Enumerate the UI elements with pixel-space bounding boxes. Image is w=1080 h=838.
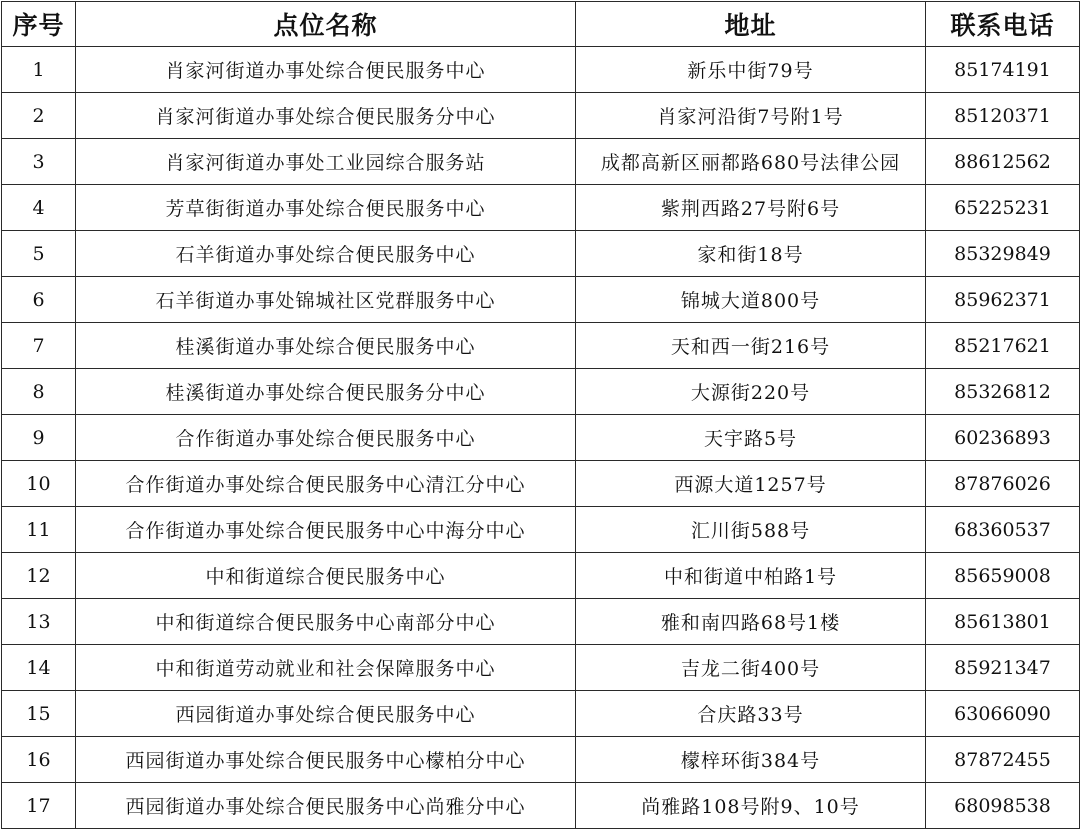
header-index: 序号 — [2, 2, 76, 47]
cell-index: 15 — [2, 691, 76, 737]
cell-index: 7 — [2, 323, 76, 369]
cell-address: 中和街道中柏路1号 — [576, 553, 926, 599]
header-address: 地址 — [576, 2, 926, 47]
cell-index: 11 — [2, 507, 76, 553]
cell-index: 12 — [2, 553, 76, 599]
cell-phone: 85613801 — [926, 599, 1080, 645]
cell-address: 合庆路33号 — [576, 691, 926, 737]
cell-phone: 68098538 — [926, 783, 1080, 829]
cell-name: 西园街道办事处综合便民服务中心尚雅分中心 — [76, 783, 576, 829]
cell-address: 尚雅路108号附9、10号 — [576, 783, 926, 829]
table-row — [2, 231, 1080, 277]
cell-name: 中和街道综合便民服务中心南部分中心 — [76, 599, 576, 645]
cell-name: 中和街道劳动就业和社会保障服务中心 — [76, 645, 576, 691]
table-row — [2, 369, 1080, 415]
cell-index: 16 — [2, 737, 76, 783]
table-row — [2, 185, 1080, 231]
table-row — [2, 737, 1080, 783]
cell-phone: 85120371 — [926, 93, 1080, 139]
cell-name: 合作街道办事处综合便民服务中心 — [76, 415, 576, 461]
table-row — [2, 691, 1080, 737]
cell-phone: 68360537 — [926, 507, 1080, 553]
cell-index: 13 — [2, 599, 76, 645]
table-row — [2, 783, 1080, 829]
table-row — [2, 461, 1080, 507]
cell-name: 肖家河街道办事处综合便民服务中心 — [76, 47, 576, 93]
cell-phone: 87876026 — [926, 461, 1080, 507]
table-row — [2, 507, 1080, 553]
cell-name: 合作街道办事处综合便民服务中心中海分中心 — [76, 507, 576, 553]
header-name: 点位名称 — [76, 2, 576, 47]
cell-address: 家和街18号 — [576, 231, 926, 277]
cell-phone: 85174191 — [926, 47, 1080, 93]
cell-address: 雅和南四路68号1楼 — [576, 599, 926, 645]
cell-index: 9 — [2, 415, 76, 461]
table-row — [2, 139, 1080, 185]
cell-address: 天宇路5号 — [576, 415, 926, 461]
cell-phone: 87872455 — [926, 737, 1080, 783]
cell-index: 5 — [2, 231, 76, 277]
cell-index: 10 — [2, 461, 76, 507]
cell-address: 汇川街588号 — [576, 507, 926, 553]
cell-name: 西园街道办事处综合便民服务中心 — [76, 691, 576, 737]
cell-name: 合作街道办事处综合便民服务中心清江分中心 — [76, 461, 576, 507]
cell-index: 8 — [2, 369, 76, 415]
cell-address: 西源大道1257号 — [576, 461, 926, 507]
cell-address: 肖家河沿街7号附1号 — [576, 93, 926, 139]
table-row — [2, 323, 1080, 369]
cell-address: 成都高新区丽都路680号法律公园 — [576, 139, 926, 185]
cell-name: 肖家河街道办事处工业园综合服务站 — [76, 139, 576, 185]
cell-phone: 85329849 — [926, 231, 1080, 277]
cell-address: 天和西一街216号 — [576, 323, 926, 369]
cell-phone: 85921347 — [926, 645, 1080, 691]
cell-index: 3 — [2, 139, 76, 185]
cell-index: 17 — [2, 783, 76, 829]
header-phone: 联系电话 — [926, 2, 1080, 47]
table-row — [2, 277, 1080, 323]
cell-address: 紫荆西路27号附6号 — [576, 185, 926, 231]
table-body — [2, 47, 1080, 829]
cell-name: 石羊街道办事处综合便民服务中心 — [76, 231, 576, 277]
cell-index: 2 — [2, 93, 76, 139]
cell-phone: 65225231 — [926, 185, 1080, 231]
cell-index: 14 — [2, 645, 76, 691]
cell-index: 4 — [2, 185, 76, 231]
cell-address: 大源街220号 — [576, 369, 926, 415]
header-row — [2, 2, 1080, 47]
table-row — [2, 645, 1080, 691]
table-header — [2, 2, 1080, 47]
cell-name: 西园街道办事处综合便民服务中心檬柏分中心 — [76, 737, 576, 783]
cell-name: 中和街道综合便民服务中心 — [76, 553, 576, 599]
cell-phone: 88612562 — [926, 139, 1080, 185]
service-center-table — [1, 1, 1080, 829]
cell-address: 锦城大道800号 — [576, 277, 926, 323]
cell-phone: 85962371 — [926, 277, 1080, 323]
table-row — [2, 93, 1080, 139]
cell-index: 6 — [2, 277, 76, 323]
table-row — [2, 553, 1080, 599]
cell-phone: 85659008 — [926, 553, 1080, 599]
cell-address: 新乐中街79号 — [576, 47, 926, 93]
cell-name: 芳草街街道办事处综合便民服务中心 — [76, 185, 576, 231]
table-row — [2, 47, 1080, 93]
cell-phone: 63066090 — [926, 691, 1080, 737]
cell-name: 桂溪街道办事处综合便民服务中心 — [76, 323, 576, 369]
cell-address: 檬梓环街384号 — [576, 737, 926, 783]
table-row — [2, 415, 1080, 461]
cell-phone: 60236893 — [926, 415, 1080, 461]
cell-address: 吉龙二街400号 — [576, 645, 926, 691]
cell-name: 石羊街道办事处锦城社区党群服务中心 — [76, 277, 576, 323]
cell-phone: 85217621 — [926, 323, 1080, 369]
cell-name: 桂溪街道办事处综合便民服务分中心 — [76, 369, 576, 415]
cell-name: 肖家河街道办事处综合便民服务分中心 — [76, 93, 576, 139]
table-row — [2, 599, 1080, 645]
cell-phone: 85326812 — [926, 369, 1080, 415]
cell-index: 1 — [2, 47, 76, 93]
